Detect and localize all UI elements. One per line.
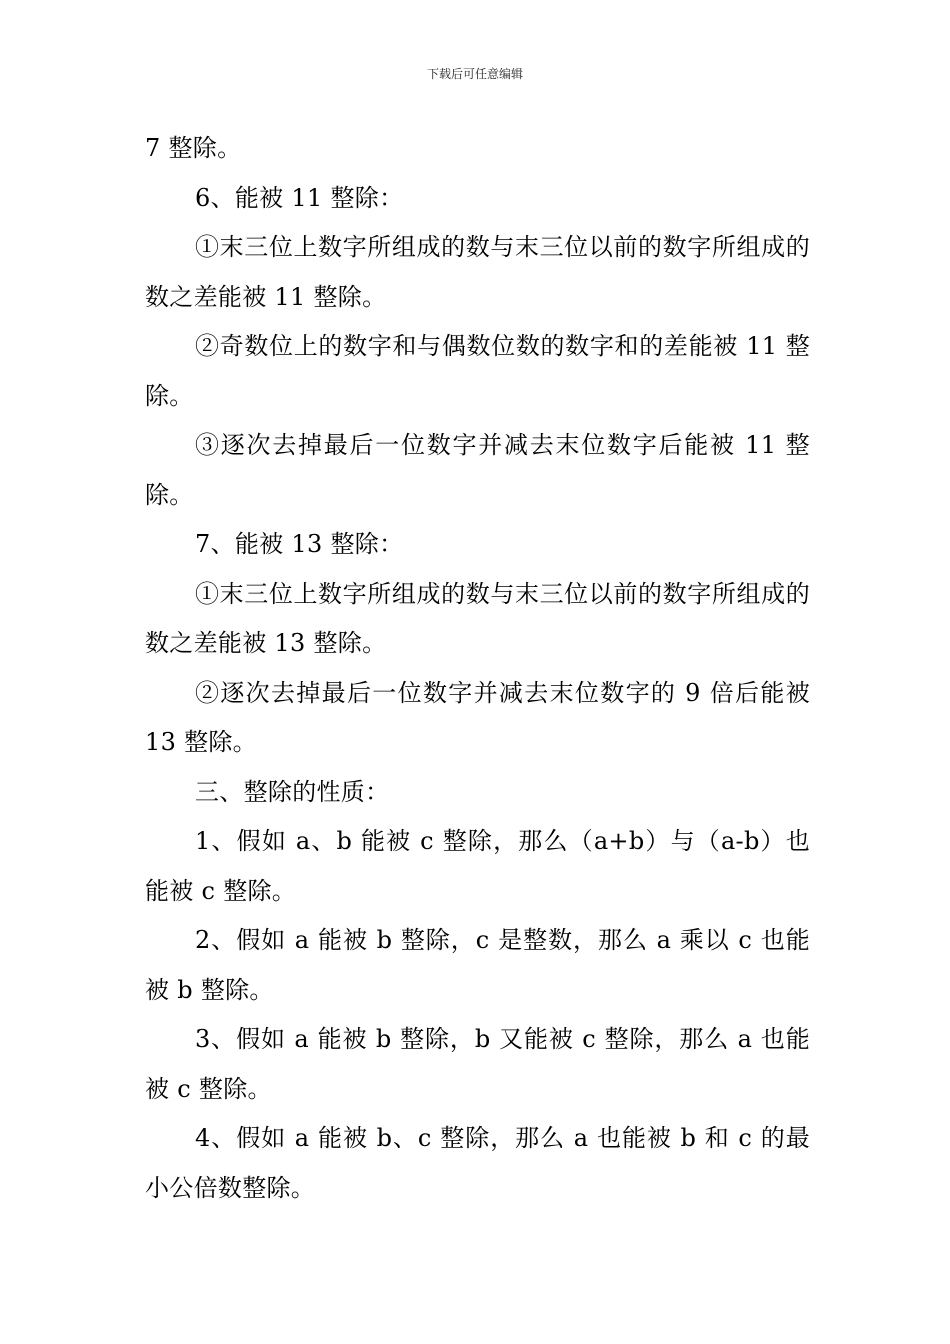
property-item-4: 4、假如 a 能被 b、c 整除，那么 a 也能被 b 和 c 的最小公倍数整除。	[145, 1124, 810, 1202]
section-heading-properties: 三、整除的性质：	[195, 777, 390, 806]
rule-13-item-1: ①末三位上数字所组成的数与末三位以前的数字所组成的数之差能被 13 整除。	[145, 579, 810, 657]
document-body	[145, 124, 810, 1213]
page-header: 下载后可任意编辑	[426, 67, 523, 81]
paragraph-continuation: 7 整除。	[145, 134, 242, 162]
rule-11-item-3: ③逐次去掉最后一位数字并减去末位数字后能被 11 整除。	[145, 431, 810, 509]
section-heading-divisible-13: 7、能被 13 整除：	[195, 530, 404, 558]
rule-11-item-2: ②奇数位上的数字和与偶数位数的数字和的差能被 11 整除。	[145, 332, 810, 410]
rule-13-item-2: ②逐次去掉最后一位数字并减去末位数字的 9 倍后能被 13 整除。	[145, 678, 810, 756]
rule-11-item-1: ①末三位上数字所组成的数与末三位以前的数字所组成的数之差能被 11 整除。	[145, 233, 810, 311]
property-item-1: 1、假如 a、b 能被 c 整除，那么（a+b）与（a-b）也能被 c 整除。	[145, 827, 810, 905]
section-heading-divisible-11: 6、能被 11 整除：	[195, 183, 404, 212]
property-item-2: 2、假如 a 能被 b 整除，c 是整数，那么 a 乘以 c 也能被 b 整除。	[145, 926, 810, 1004]
property-item-3: 3、假如 a 能被 b 整除，b 又能被 c 整除，那么 a 也能被 c 整除。	[145, 1025, 810, 1103]
